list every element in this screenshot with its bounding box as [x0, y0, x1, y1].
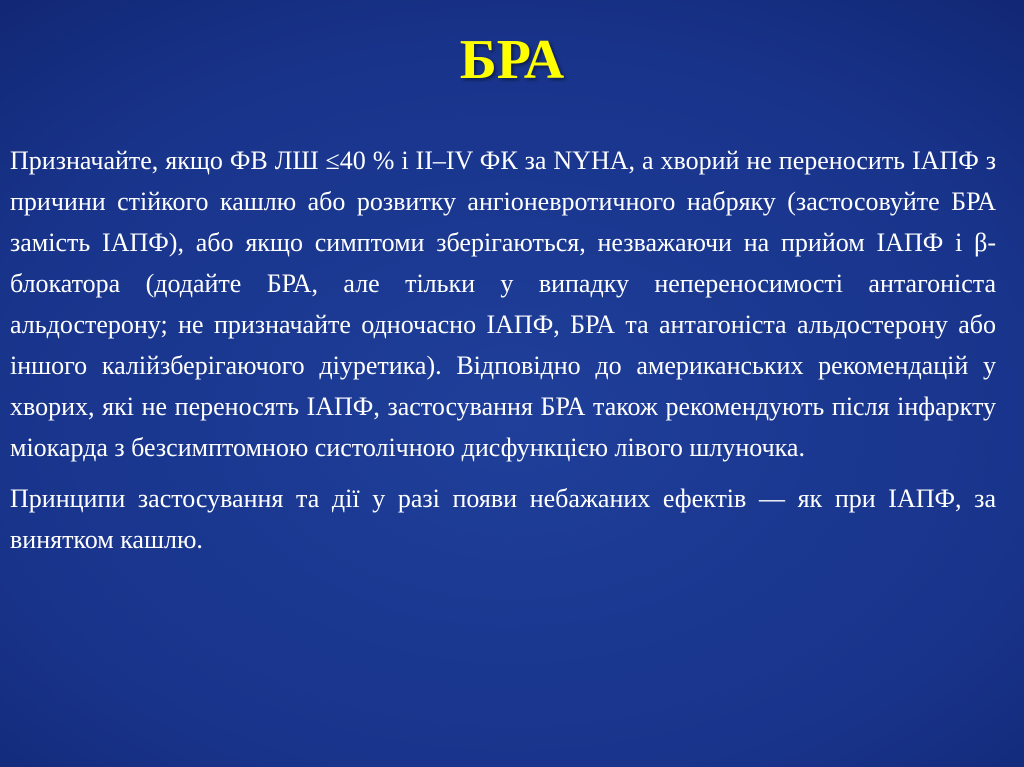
slide-body — [10, 140, 996, 560]
body-paragraph-1: Призначайте, якщо ФВ ЛШ ≤40 % і II–IV ФК за NYHA, а хворий не переносить ІАПФ з причини стійкого кашлю або розвитку ангіоневротичного набряку (застосовуйте БРА замість ІАПФ), або якщо симптоми зберігаються, незважаючи на прийом ІАПФ і β-блокатора (додайте БРА, але тільки у випадку непереносимості антагоніста альдостерону; не призначайте одночасно ІАПФ, БРА та антагоніста альдостерону або іншого калійзберігаючого діуретика). Відповідно до американських рекомендацій у хворих, які не переносять ІАПФ, застосування БРА також рекомендують після інфаркту міокарда з безсимптомною систолічною дисфункцією лівого шлуночка. — [10, 146, 996, 462]
slide-title: БРА — [459, 29, 565, 91]
body-paragraph-2: Принципи застосування та дії у разі появи небажаних ефектів — як при ІАПФ, за винятком кашлю. — [10, 484, 996, 554]
